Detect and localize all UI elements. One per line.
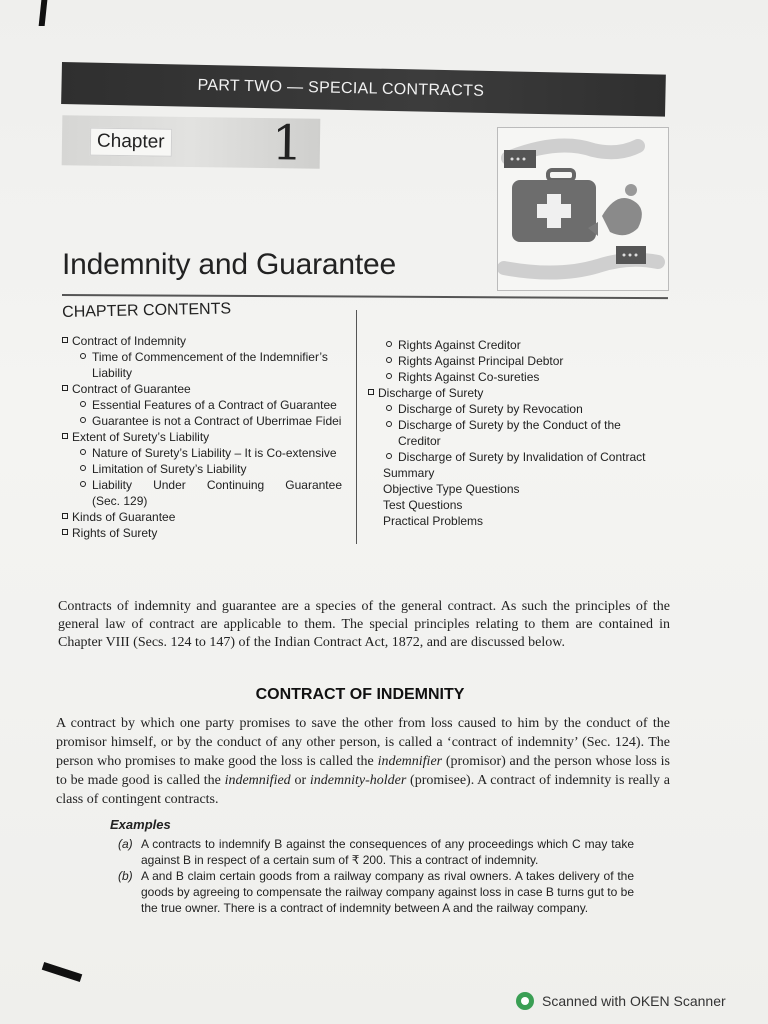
term-indemnifier: indemnifier: [377, 754, 443, 769]
contents-item-text: Rights Against Co-sureties: [398, 370, 540, 384]
example-label: (b): [118, 869, 133, 883]
square-bullet-icon: [62, 433, 68, 439]
circle-bullet-icon: [80, 353, 86, 359]
contents-item-text: Extent of Surety’s Liability: [72, 430, 210, 444]
contents-item: [368, 401, 672, 417]
part-banner: [61, 62, 666, 117]
contents-item: [368, 353, 672, 369]
contents-item: [368, 481, 672, 497]
square-bullet-icon: [62, 385, 68, 391]
contents-item: [368, 449, 672, 465]
example-item: [118, 868, 634, 916]
circle-bullet-icon: [386, 341, 392, 347]
contents-item: [368, 337, 672, 353]
para-text: A contract by which one party promises to save the other from loss caused to him by the conduct of the promisor himself, or by the conduct of any other person, is called a ‘contract of indemnity’ (Sec. 124). The person who promises to make good the loss is called the: [56, 716, 670, 769]
term-indemnity-holder: indemnity-holder: [309, 773, 407, 788]
contents-item-text: Objective Type Questions: [383, 482, 520, 496]
contents-item-text: Contract of Indemnity: [72, 334, 187, 348]
square-bullet-icon: [62, 529, 68, 535]
contents-item: [62, 445, 354, 461]
contents-item: [62, 365, 354, 381]
contents-item: [62, 477, 354, 493]
contents-item: [62, 461, 354, 477]
page-corner-shadow: [42, 962, 83, 982]
contents-item: [62, 413, 354, 429]
contents-item-text: Practical Problems: [383, 514, 484, 528]
circle-bullet-icon: [386, 421, 392, 427]
circle-bullet-icon: [80, 401, 86, 407]
square-bullet-icon: [62, 337, 68, 343]
contents-item: [62, 429, 354, 445]
section-heading: CONTRACT OF INDEMNITY: [255, 686, 465, 703]
contents-item: [368, 465, 672, 481]
contents-item-text: Essential Features of a Contract of Guarantee: [92, 398, 337, 412]
part-title: PART TWO — SPECIAL CONTRACTS: [197, 76, 485, 100]
chapter-label: Chapter: [90, 128, 172, 157]
contents-item: [368, 417, 672, 433]
contents-item-text: Test Questions: [383, 498, 463, 512]
first-aid-icon: [498, 128, 668, 290]
contents-item-text: (Sec. 129): [92, 494, 148, 508]
contents-item-text: Discharge of Surety by Invalidation of Contract: [398, 450, 646, 464]
circle-bullet-icon: [386, 357, 392, 363]
contents-item: [62, 509, 354, 525]
example-text: A and B claim certain goods from a railway company as rival owners. A takes delivery of the goods by agreeing to compensate the railway company against loss in case B turns gut to be the true owner. There is a contract of indemnity between A and the railway company.: [141, 869, 634, 915]
para-text: or: [290, 773, 310, 788]
contents-item-text: Limitation of Surety’s Liability: [92, 462, 247, 476]
contents-item: [62, 349, 354, 365]
example-label: (a): [118, 837, 133, 851]
contents-item: [368, 433, 672, 449]
term-indemnified: indemnified: [224, 773, 291, 788]
contents-left-column: [62, 333, 354, 541]
contents-item-text: Liability: [92, 366, 133, 380]
contents-heading: CHAPTER CONTENTS: [62, 300, 232, 321]
contents-item-text: Time of Commencement of the Indemnifier’s: [92, 350, 328, 364]
circle-bullet-icon: [386, 405, 392, 411]
contents-item: [62, 493, 354, 509]
contents-item-text: Summary: [383, 466, 435, 480]
contents-right-column: [368, 337, 672, 529]
contents-item: [368, 497, 672, 513]
contents-item-text: Discharge of Surety by the Conduct of the: [398, 418, 621, 432]
chapter-number: 1: [271, 115, 303, 172]
contents-item-text: Nature of Surety’s Liability – It is Co-extensive: [92, 446, 337, 460]
circle-bullet-icon: [386, 453, 392, 459]
contents-item: [62, 525, 354, 541]
square-bullet-icon: [62, 513, 68, 519]
definition-paragraph: [56, 714, 670, 809]
contents-item-text: Guarantee is not a Contract of Uberrimae Fidei: [92, 414, 342, 428]
example-text: A contracts to indemnify B against the consequences of any proceedings which C may take against B in respect of a certain sum of ₹ 200. This a contract of indemnity.: [141, 837, 634, 867]
contents-item-text: Kinds of Guarantee: [72, 510, 176, 524]
contents-item: [62, 397, 354, 413]
circle-bullet-icon: [80, 417, 86, 423]
contents-item: [368, 369, 672, 385]
contents-item: [62, 381, 354, 397]
contents-item-text: Rights of Surety: [72, 526, 158, 540]
contents-item-text: Rights Against Principal Debtor: [398, 354, 564, 368]
contents-item-text: Creditor: [398, 434, 441, 448]
title-rule: [62, 294, 668, 299]
contents-item-text: Discharge of Surety by Revocation: [398, 402, 583, 416]
contents-item-text: Discharge of Surety: [378, 386, 484, 400]
example-item: [118, 836, 634, 868]
column-divider: [356, 310, 357, 544]
contents-item: [62, 333, 354, 349]
chapter-title: Indemnity and Guarantee: [62, 248, 396, 281]
contents-item-text: Contract of Guarantee: [72, 382, 191, 396]
scanner-text: Scanned with OKEN Scanner: [542, 993, 726, 1009]
contents-item: [368, 385, 672, 401]
para-text: (promisor) and the person whose loss is to be made good is called the: [56, 754, 670, 788]
intro-paragraph: Contracts of indemnity and guarantee are a species of the general contract. As such the principles of the general law of contract are applicable to them. The special principles relating to them are contained in Chapter VIII (Secs. 124 to 147) of the Indian Contract Act, 1872, and are discussed below.: [58, 599, 670, 650]
contents-item-text: Rights Against Creditor: [398, 338, 521, 352]
chapter-box: [62, 115, 321, 172]
scanner-watermark: [516, 990, 726, 1012]
circle-bullet-icon: [80, 465, 86, 471]
contents-item-text: Liability Under Continuing Guarantee: [92, 478, 342, 492]
contents-item: [368, 513, 672, 529]
circle-bullet-icon: [80, 481, 86, 487]
first-aid-illustration: [497, 127, 669, 291]
para-text: (promisee). A contract of indemnity is really a class of contingent contracts.: [56, 773, 670, 807]
scanner-logo-icon: [516, 992, 534, 1010]
square-bullet-icon: [368, 389, 374, 395]
circle-bullet-icon: [386, 373, 392, 379]
page-corner-shadow: [39, 0, 48, 26]
examples-heading: Examples: [110, 817, 171, 832]
circle-bullet-icon: [80, 449, 86, 455]
